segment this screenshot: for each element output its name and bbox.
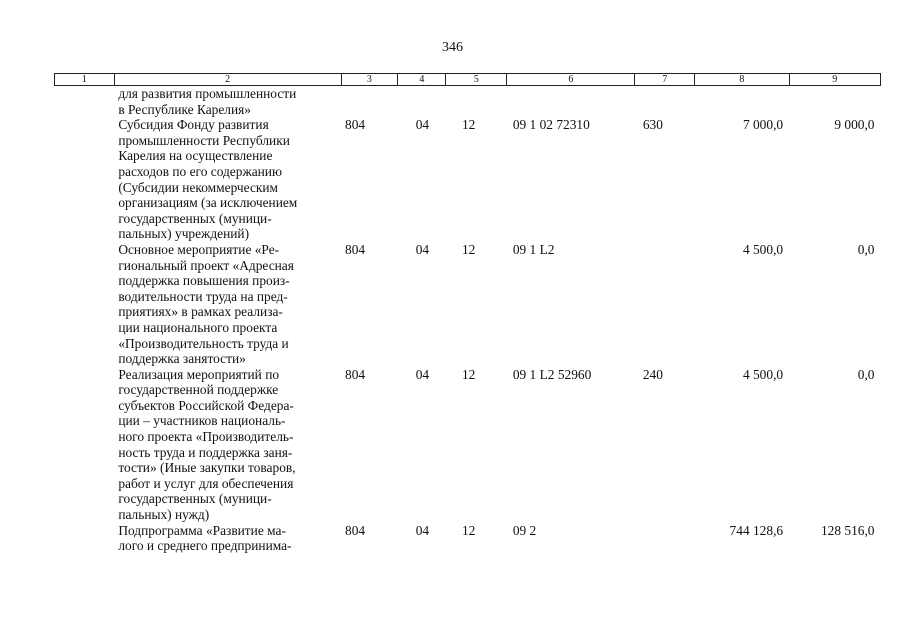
cell-section: 04 — [415, 366, 430, 382]
cell-empty — [55, 86, 115, 118]
cell-expense-type — [635, 242, 695, 367]
cell-subsection: 12 — [461, 366, 476, 382]
table-header — [55, 74, 881, 86]
cell-amount-1: 4 500,0 — [742, 366, 784, 382]
column-header: 1 — [55, 74, 115, 86]
cell-subsection — [446, 86, 507, 118]
cell-amount-1: 744 128,6 — [729, 522, 784, 538]
cell-target-article: 09 1 02 72310 — [512, 117, 590, 133]
cell-name: для развития промышленности в Республике Карелия» — [118, 86, 297, 117]
table-row — [55, 523, 881, 554]
cell-name: Подпрограмма «Развитие ма- лого и среднего предпринима- — [118, 522, 292, 554]
table-row — [55, 242, 881, 367]
table-row — [55, 86, 881, 118]
cell-amount-1 — [695, 86, 789, 118]
cell-empty — [55, 117, 115, 242]
cell-subsection: 12 — [461, 117, 476, 133]
cell-expense-type: 240 — [642, 366, 663, 382]
cell-empty — [55, 367, 115, 523]
cell-amount-2: 9 000,0 — [834, 117, 875, 133]
column-header: 2 — [114, 74, 341, 86]
header-row — [55, 74, 881, 86]
cell-amount-1: 4 500,0 — [742, 241, 784, 257]
budget-table — [54, 73, 881, 554]
cell-target-article: 09 1 L2 — [512, 241, 555, 257]
cell-ministry-code: 804 — [345, 522, 366, 538]
cell-ministry-code: 804 — [345, 241, 366, 257]
cell-name: Реализация мероприятий по государственной поддержке субъектов Российской Федера- ции – участников националь- ного проекта «Производитель- ность труда и поддержка заня- тости» (Иные закупки товаров, работ и услуг для обеспечения государственных (муници- пальных) нужд) — [118, 366, 296, 523]
table-row — [55, 117, 881, 242]
column-header: 4 — [398, 74, 446, 86]
cell-amount-2: 128 516,0 — [820, 522, 875, 538]
cell-target-article — [507, 86, 635, 118]
cell-subsection: 12 — [461, 522, 476, 538]
cell-ministry-code: 804 — [345, 366, 366, 382]
cell-target-article: 09 2 — [512, 522, 537, 538]
cell-name: Основное мероприятие «Ре- гиональный проект «Адресная поддержка повышения произ- водительности труда на пред- приятиях» в рамках реализа- ции национального проекта «Производительность труда и поддержка занятости» — [118, 241, 294, 367]
cell-empty — [55, 523, 115, 554]
cell-amount-1: 7 000,0 — [742, 117, 784, 133]
column-header: 9 — [789, 74, 880, 86]
cell-expense-type — [635, 86, 695, 118]
cell-empty — [55, 242, 115, 367]
table-body — [55, 86, 881, 554]
cell-amount-2 — [789, 86, 880, 118]
cell-name: Субсидия Фонду развития промышленности Республики Карелия на осуществление расходов по его содержанию (Субсидии некоммерческим организациям (за исключением государственных (муници- пальных) учреждений) — [118, 117, 298, 242]
column-header: 7 — [635, 74, 695, 86]
cell-section: 04 — [415, 241, 430, 257]
cell-ministry-code: 804 — [345, 117, 366, 133]
column-header: 3 — [341, 74, 398, 86]
table-row — [55, 367, 881, 523]
cell-amount-2: 0,0 — [857, 241, 875, 257]
cell-expense-type: 630 — [642, 117, 663, 133]
column-header: 6 — [507, 74, 635, 86]
cell-amount-2: 0,0 — [857, 366, 875, 382]
column-header: 5 — [446, 74, 507, 86]
page-number: 346 — [442, 40, 463, 55]
cell-section: 04 — [415, 522, 430, 538]
cell-section: 04 — [415, 117, 430, 133]
column-header: 8 — [695, 74, 789, 86]
cell-section — [398, 86, 446, 118]
cell-subsection: 12 — [461, 241, 476, 257]
cell-ministry-code — [341, 86, 398, 118]
cell-target-article: 09 1 L2 52960 — [512, 366, 592, 382]
cell-expense-type — [635, 523, 695, 554]
